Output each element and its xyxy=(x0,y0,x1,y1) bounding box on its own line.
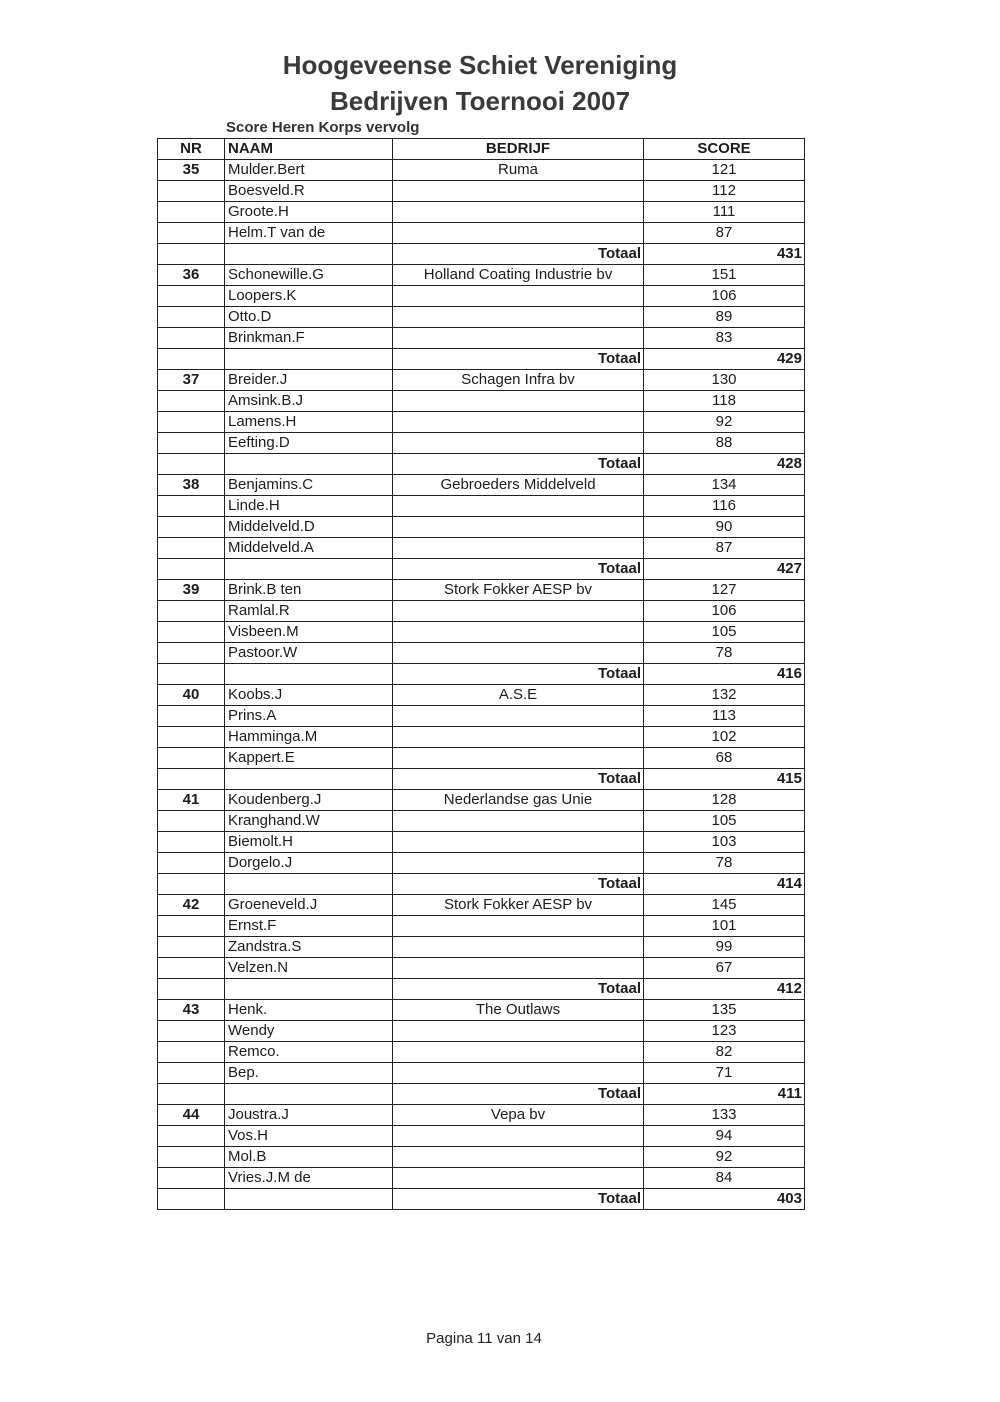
empty-cell xyxy=(158,244,225,265)
member-score-cell: 106 xyxy=(644,601,805,622)
table-row xyxy=(158,265,805,286)
company-cell: Vepa bv xyxy=(393,1105,644,1126)
company-cell xyxy=(393,307,644,328)
table-row xyxy=(158,307,805,328)
company-cell: Schagen Infra bv xyxy=(393,370,644,391)
member-name-cell: Ernst.F xyxy=(225,916,393,937)
member-name-cell: Linde.H xyxy=(225,496,393,517)
member-score-cell: 101 xyxy=(644,916,805,937)
table-row xyxy=(158,748,805,769)
member-score-cell: 103 xyxy=(644,832,805,853)
company-cell: Stork Fokker AESP bv xyxy=(393,580,644,601)
team-number-cell xyxy=(158,937,225,958)
team-number-cell xyxy=(158,832,225,853)
table-row xyxy=(158,475,805,496)
member-name-cell: Bep. xyxy=(225,1063,393,1084)
team-total-row xyxy=(158,664,805,685)
company-cell: Stork Fokker AESP bv xyxy=(393,895,644,916)
company-cell: A.S.E xyxy=(393,685,644,706)
member-score-cell: 84 xyxy=(644,1168,805,1189)
company-cell xyxy=(393,1021,644,1042)
team-number-cell: 36 xyxy=(158,265,225,286)
member-name-cell: Remco. xyxy=(225,1042,393,1063)
total-label-cell: Totaal xyxy=(393,1084,644,1105)
company-cell xyxy=(393,622,644,643)
total-label-cell: Totaal xyxy=(393,769,644,790)
company-cell xyxy=(393,517,644,538)
table-row xyxy=(158,328,805,349)
company-cell: Holland Coating Industrie bv xyxy=(393,265,644,286)
team-number-cell xyxy=(158,1126,225,1147)
total-label-cell: Totaal xyxy=(393,349,644,370)
member-name-cell: Henk. xyxy=(225,1000,393,1021)
table-row xyxy=(158,181,805,202)
empty-cell xyxy=(158,454,225,475)
column-header-bedrijf: BEDRIJF xyxy=(393,139,644,160)
company-cell: Nederlandse gas Unie xyxy=(393,790,644,811)
empty-cell xyxy=(225,559,393,580)
empty-cell xyxy=(158,664,225,685)
company-cell xyxy=(393,1126,644,1147)
table-row xyxy=(158,412,805,433)
member-score-cell: 118 xyxy=(644,391,805,412)
team-total-row xyxy=(158,769,805,790)
company-cell: The Outlaws xyxy=(393,1000,644,1021)
company-cell xyxy=(393,223,644,244)
member-name-cell: Amsink.B.J xyxy=(225,391,393,412)
member-score-cell: 132 xyxy=(644,685,805,706)
member-score-cell: 135 xyxy=(644,1000,805,1021)
member-name-cell: Vos.H xyxy=(225,1126,393,1147)
empty-cell xyxy=(225,1084,393,1105)
table-row xyxy=(158,601,805,622)
team-number-cell xyxy=(158,727,225,748)
member-name-cell: Groote.H xyxy=(225,202,393,223)
member-name-cell: Mol.B xyxy=(225,1147,393,1168)
member-score-cell: 102 xyxy=(644,727,805,748)
total-label-cell: Totaal xyxy=(393,559,644,580)
member-score-cell: 99 xyxy=(644,937,805,958)
table-row xyxy=(158,391,805,412)
company-cell xyxy=(393,1147,644,1168)
member-name-cell: Schonewille.G xyxy=(225,265,393,286)
empty-cell xyxy=(225,454,393,475)
empty-cell xyxy=(158,559,225,580)
table-body xyxy=(158,160,805,1210)
team-number-cell xyxy=(158,748,225,769)
member-score-cell: 94 xyxy=(644,1126,805,1147)
company-cell xyxy=(393,286,644,307)
document-title: Hoogeveense Schiet Vereniging xyxy=(282,50,678,80)
team-total-row xyxy=(158,979,805,1000)
team-number-cell xyxy=(158,1042,225,1063)
team-number-cell xyxy=(158,181,225,202)
member-name-cell: Wendy xyxy=(225,1021,393,1042)
member-name-cell: Pastoor.W xyxy=(225,643,393,664)
table-row xyxy=(158,685,805,706)
member-name-cell: Hamminga.M xyxy=(225,727,393,748)
empty-cell xyxy=(225,769,393,790)
member-score-cell: 128 xyxy=(644,790,805,811)
member-name-cell: Kranghand.W xyxy=(225,811,393,832)
member-score-cell: 151 xyxy=(644,265,805,286)
table-row xyxy=(158,496,805,517)
member-score-cell: 106 xyxy=(644,286,805,307)
table-row xyxy=(158,895,805,916)
empty-cell xyxy=(158,874,225,895)
team-total-cell: 427 xyxy=(644,559,805,580)
member-score-cell: 88 xyxy=(644,433,805,454)
company-cell xyxy=(393,538,644,559)
table-row xyxy=(158,1126,805,1147)
member-name-cell: Biemolt.H xyxy=(225,832,393,853)
company-cell xyxy=(393,748,644,769)
empty-cell xyxy=(158,1189,225,1210)
member-name-cell: Zandstra.S xyxy=(225,937,393,958)
empty-cell xyxy=(158,349,225,370)
member-name-cell: Loopers.K xyxy=(225,286,393,307)
company-cell xyxy=(393,1063,644,1084)
team-number-cell xyxy=(158,1147,225,1168)
team-total-row xyxy=(158,349,805,370)
team-number-cell: 40 xyxy=(158,685,225,706)
member-score-cell: 92 xyxy=(644,1147,805,1168)
member-score-cell: 67 xyxy=(644,958,805,979)
team-total-row xyxy=(158,454,805,475)
member-name-cell: Middelveld.D xyxy=(225,517,393,538)
member-score-cell: 83 xyxy=(644,328,805,349)
member-score-cell: 105 xyxy=(644,811,805,832)
table-row xyxy=(158,1000,805,1021)
member-score-cell: 71 xyxy=(644,1063,805,1084)
table-row xyxy=(158,1021,805,1042)
team-number-cell xyxy=(158,622,225,643)
page-number: Pagina 11 van 14 xyxy=(426,1330,542,1347)
table-row xyxy=(158,916,805,937)
table-row xyxy=(158,706,805,727)
table-row xyxy=(158,622,805,643)
team-total-cell: 415 xyxy=(644,769,805,790)
total-label-cell: Totaal xyxy=(393,454,644,475)
member-name-cell: Otto.D xyxy=(225,307,393,328)
team-total-cell: 411 xyxy=(644,1084,805,1105)
table-row xyxy=(158,538,805,559)
member-name-cell: Helm.T van de xyxy=(225,223,393,244)
company-cell: Ruma xyxy=(393,160,644,181)
company-cell xyxy=(393,706,644,727)
member-score-cell: 78 xyxy=(644,853,805,874)
company-cell xyxy=(393,328,644,349)
table-row xyxy=(158,790,805,811)
team-number-cell xyxy=(158,811,225,832)
team-total-cell: 428 xyxy=(644,454,805,475)
member-score-cell: 133 xyxy=(644,1105,805,1126)
member-name-cell: Velzen.N xyxy=(225,958,393,979)
team-number-cell xyxy=(158,433,225,454)
table-row xyxy=(158,811,805,832)
member-name-cell: Koudenberg.J xyxy=(225,790,393,811)
member-name-cell: Brinkman.F xyxy=(225,328,393,349)
team-total-cell: 403 xyxy=(644,1189,805,1210)
member-score-cell: 116 xyxy=(644,496,805,517)
team-total-cell: 412 xyxy=(644,979,805,1000)
company-cell xyxy=(393,391,644,412)
company-cell xyxy=(393,811,644,832)
team-number-cell: 42 xyxy=(158,895,225,916)
company-cell: Gebroeders Middelveld xyxy=(393,475,644,496)
empty-cell xyxy=(225,664,393,685)
team-number-cell xyxy=(158,223,225,244)
table-row xyxy=(158,937,805,958)
member-score-cell: 134 xyxy=(644,475,805,496)
company-cell xyxy=(393,643,644,664)
table-row xyxy=(158,286,805,307)
member-score-cell: 82 xyxy=(644,1042,805,1063)
team-total-cell: 429 xyxy=(644,349,805,370)
team-number-cell: 35 xyxy=(158,160,225,181)
company-cell xyxy=(393,1168,644,1189)
table-row xyxy=(158,832,805,853)
team-total-cell: 431 xyxy=(644,244,805,265)
member-name-cell: Breider.J xyxy=(225,370,393,391)
member-score-cell: 92 xyxy=(644,412,805,433)
member-score-cell: 111 xyxy=(644,202,805,223)
team-total-row xyxy=(158,244,805,265)
team-number-cell: 43 xyxy=(158,1000,225,1021)
team-number-cell xyxy=(158,391,225,412)
table-row xyxy=(158,1063,805,1084)
team-number-cell xyxy=(158,853,225,874)
company-cell xyxy=(393,916,644,937)
table-row xyxy=(158,1147,805,1168)
member-score-cell: 68 xyxy=(644,748,805,769)
member-name-cell: Lamens.H xyxy=(225,412,393,433)
total-label-cell: Totaal xyxy=(393,874,644,895)
member-name-cell: Groeneveld.J xyxy=(225,895,393,916)
company-cell xyxy=(393,433,644,454)
empty-cell xyxy=(225,874,393,895)
member-name-cell: Vries.J.M de xyxy=(225,1168,393,1189)
company-cell xyxy=(393,601,644,622)
member-name-cell: Visbeen.M xyxy=(225,622,393,643)
table-row xyxy=(158,202,805,223)
team-number-cell: 44 xyxy=(158,1105,225,1126)
table-row xyxy=(158,160,805,181)
team-total-row xyxy=(158,1084,805,1105)
member-score-cell: 105 xyxy=(644,622,805,643)
total-label-cell: Totaal xyxy=(393,1189,644,1210)
empty-cell xyxy=(158,1084,225,1105)
member-name-cell: Eefting.D xyxy=(225,433,393,454)
member-score-cell: 90 xyxy=(644,517,805,538)
team-total-row xyxy=(158,1189,805,1210)
total-label-cell: Totaal xyxy=(393,979,644,1000)
member-score-cell: 113 xyxy=(644,706,805,727)
team-total-row xyxy=(158,874,805,895)
team-number-cell: 38 xyxy=(158,475,225,496)
table-header-row xyxy=(158,139,805,160)
table-row xyxy=(158,580,805,601)
table-row xyxy=(158,1042,805,1063)
table-row xyxy=(158,370,805,391)
total-label-cell: Totaal xyxy=(393,244,644,265)
member-name-cell: Koobs.J xyxy=(225,685,393,706)
member-score-cell: 121 xyxy=(644,160,805,181)
company-cell xyxy=(393,202,644,223)
member-name-cell: Kappert.E xyxy=(225,748,393,769)
column-header-nr: NR xyxy=(158,139,225,160)
member-name-cell: Joustra.J xyxy=(225,1105,393,1126)
member-name-cell: Brink.B ten xyxy=(225,580,393,601)
table-row xyxy=(158,1105,805,1126)
team-total-cell: 416 xyxy=(644,664,805,685)
section-heading: Score Heren Korps vervolg xyxy=(226,119,420,136)
company-cell xyxy=(393,181,644,202)
team-number-cell xyxy=(158,517,225,538)
team-number-cell xyxy=(158,1168,225,1189)
team-number-cell xyxy=(158,538,225,559)
member-name-cell: Prins.A xyxy=(225,706,393,727)
company-cell xyxy=(393,1042,644,1063)
team-number-cell: 41 xyxy=(158,790,225,811)
table-row xyxy=(158,853,805,874)
member-score-cell: 87 xyxy=(644,223,805,244)
empty-cell xyxy=(225,1189,393,1210)
table-row xyxy=(158,433,805,454)
empty-cell xyxy=(158,979,225,1000)
company-cell xyxy=(393,496,644,517)
score-table xyxy=(157,138,805,1210)
team-total-cell: 414 xyxy=(644,874,805,895)
team-number-cell xyxy=(158,958,225,979)
table-row xyxy=(158,517,805,538)
team-number-cell xyxy=(158,706,225,727)
member-name-cell: Middelveld.A xyxy=(225,538,393,559)
member-name-cell: Boesveld.R xyxy=(225,181,393,202)
member-name-cell: Benjamins.C xyxy=(225,475,393,496)
empty-cell xyxy=(225,349,393,370)
team-number-cell xyxy=(158,307,225,328)
table-row xyxy=(158,958,805,979)
member-score-cell: 127 xyxy=(644,580,805,601)
company-cell xyxy=(393,853,644,874)
member-score-cell: 145 xyxy=(644,895,805,916)
member-score-cell: 112 xyxy=(644,181,805,202)
column-header-naam: NAAM xyxy=(225,139,393,160)
team-number-cell xyxy=(158,1021,225,1042)
company-cell xyxy=(393,937,644,958)
table-row xyxy=(158,223,805,244)
team-number-cell xyxy=(158,601,225,622)
team-number-cell: 39 xyxy=(158,580,225,601)
company-cell xyxy=(393,958,644,979)
team-number-cell xyxy=(158,412,225,433)
member-score-cell: 87 xyxy=(644,538,805,559)
column-header-score: SCORE xyxy=(644,139,805,160)
empty-cell xyxy=(225,979,393,1000)
table-row xyxy=(158,727,805,748)
team-number-cell xyxy=(158,1063,225,1084)
member-score-cell: 78 xyxy=(644,643,805,664)
total-label-cell: Totaal xyxy=(393,664,644,685)
company-cell xyxy=(393,832,644,853)
team-number-cell xyxy=(158,496,225,517)
member-score-cell: 89 xyxy=(644,307,805,328)
table-row xyxy=(158,643,805,664)
member-name-cell: Dorgelo.J xyxy=(225,853,393,874)
team-number-cell xyxy=(158,286,225,307)
team-number-cell xyxy=(158,916,225,937)
team-number-cell xyxy=(158,643,225,664)
team-number-cell xyxy=(158,328,225,349)
team-total-row xyxy=(158,559,805,580)
member-score-cell: 130 xyxy=(644,370,805,391)
company-cell xyxy=(393,727,644,748)
team-number-cell: 37 xyxy=(158,370,225,391)
empty-cell xyxy=(158,769,225,790)
member-name-cell: Ramlal.R xyxy=(225,601,393,622)
member-score-cell: 123 xyxy=(644,1021,805,1042)
member-name-cell: Mulder.Bert xyxy=(225,160,393,181)
company-cell xyxy=(393,412,644,433)
team-number-cell xyxy=(158,202,225,223)
table-row xyxy=(158,1168,805,1189)
document-subtitle-event: Bedrijven Toernooi 2007 xyxy=(329,86,631,116)
empty-cell xyxy=(225,244,393,265)
